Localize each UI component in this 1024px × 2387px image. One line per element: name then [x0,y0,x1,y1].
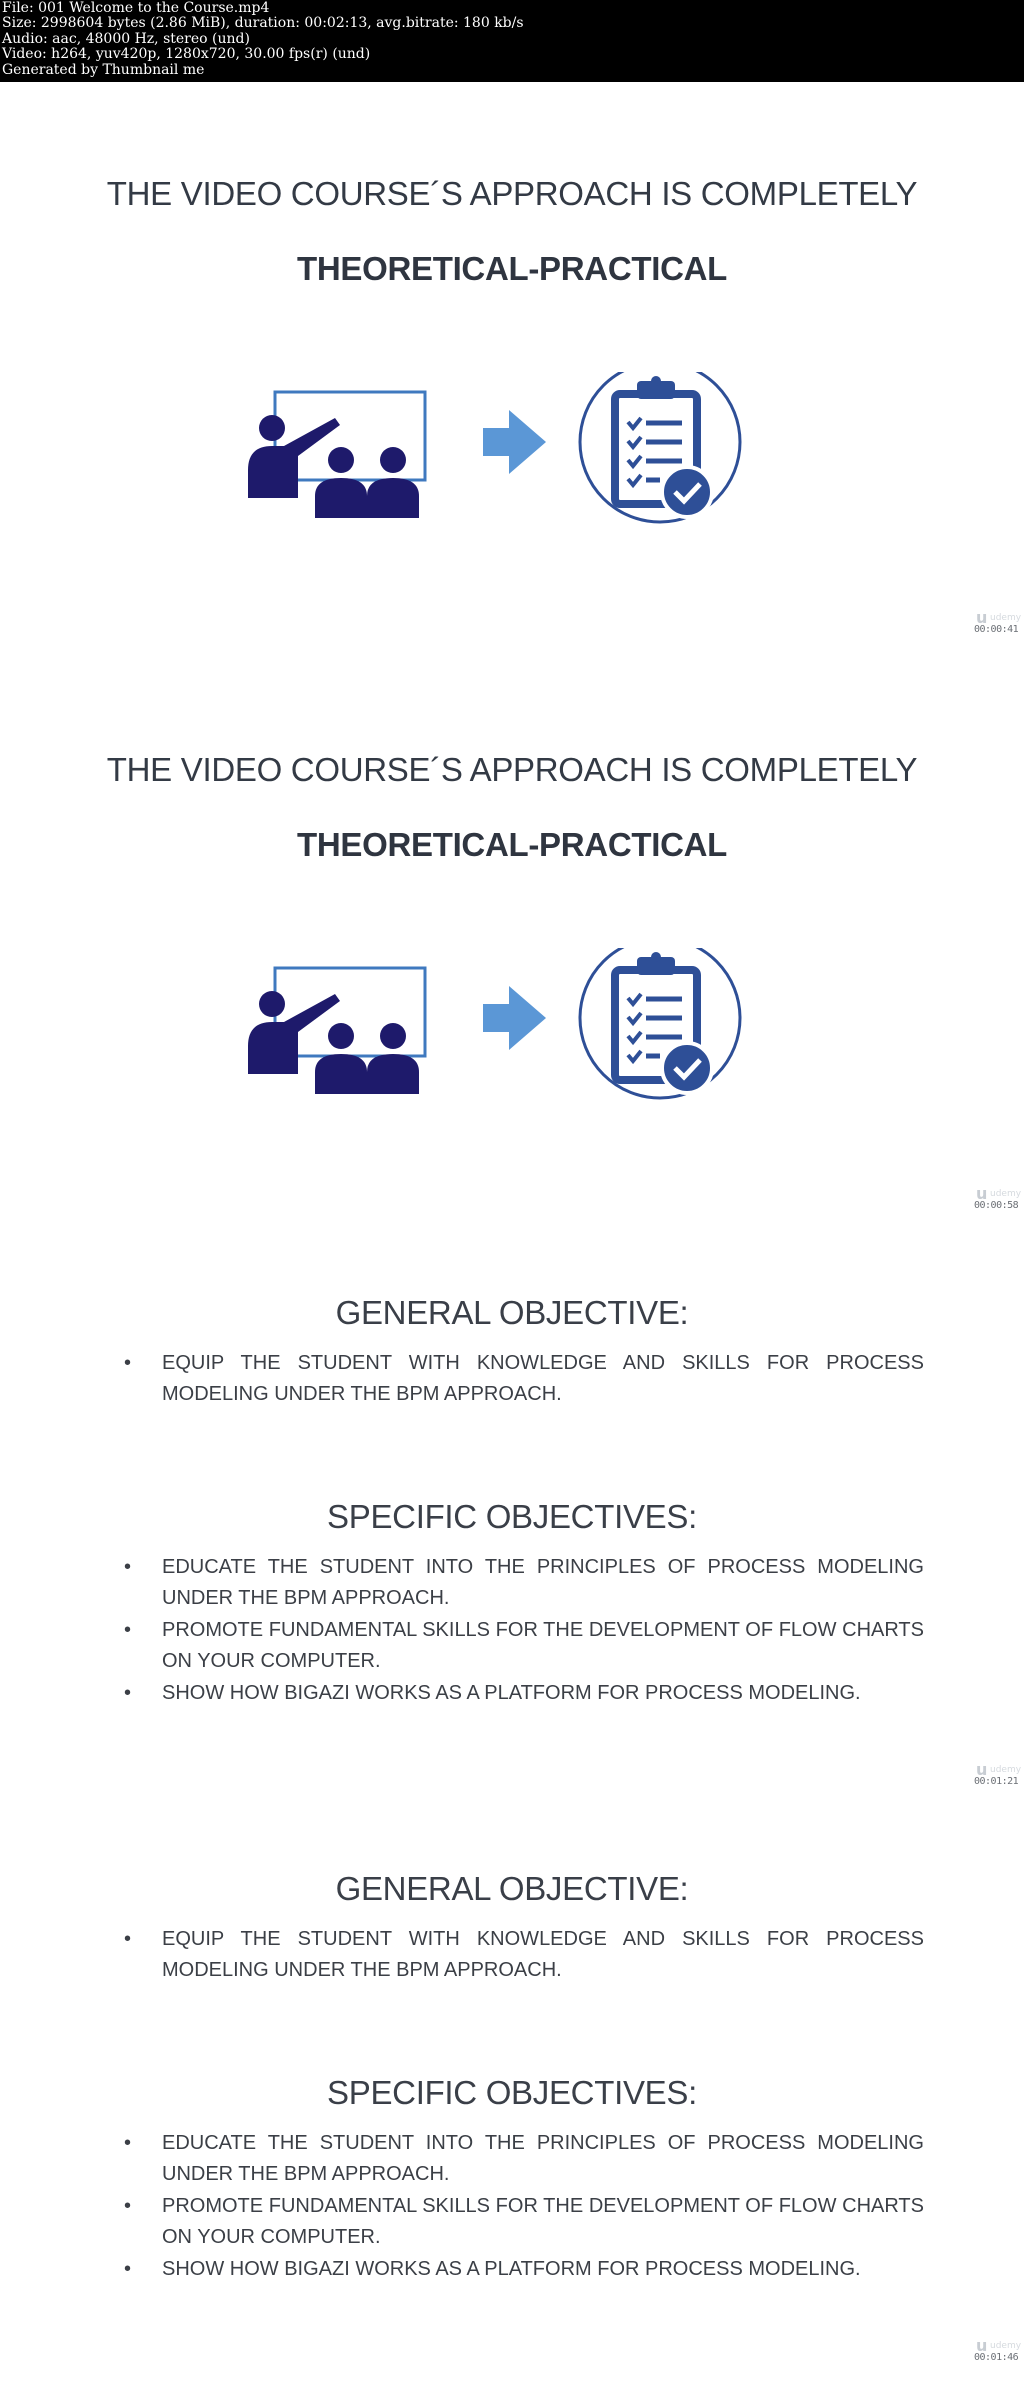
teacher-presentation-icon [248,968,425,1094]
frame-timestamp: 00:01:46 [974,2352,1019,2363]
objective-text: PROMOTE FUNDAMENTAL SKILLS FOR THE DEVELOPMENT OF FLOW CHARTS ON YOUR COMPUTER. [162,2195,924,2248]
video-frame-2 [0,658,1024,1234]
approach-illustration [240,948,780,1128]
watermark-brand: udemy [990,613,1022,623]
approach-illustration [240,372,780,552]
watermark-brand: udemy [990,2341,1022,2351]
general-objective-list [122,1348,924,1411]
file-info-header [0,0,1024,82]
bullet-icon: • [124,1928,132,1950]
approach-subtitle: THEORETICAL-PRACTICAL [297,826,727,863]
objective-text: SHOW HOW BIGAZI WORKS AS A PLATFORM FOR PROCESS MODELING. [162,1682,861,1704]
objective-text: EDUCATE THE STUDENT INTO THE PRINCIPLES OF PROCESS MODELING UNDER THE BPM APPROACH. [162,2132,924,2185]
udemy-watermark [974,1762,1022,1792]
video-frame-4 [0,1810,1024,2386]
approach-subtitle: THEORETICAL-PRACTICAL [297,250,727,287]
teacher-presentation-icon [248,392,425,518]
list-item [122,1348,924,1410]
right-arrow-icon [483,986,546,1050]
objective-text: EQUIP THE STUDENT WITH KNOWLEDGE AND SKILLS FOR PROCESS MODELING UNDER THE BPM APPROACH. [162,1928,924,1981]
udemy-logo-icon: u [976,608,988,627]
checklist-clipboard-icon [580,372,740,522]
specific-objectives-list [122,1552,924,1710]
list-item [122,2254,924,2285]
bullet-icon: • [124,2195,132,2217]
frame-timestamp: 00:01:21 [974,1776,1019,1787]
file-name-line: File: 001 Welcome to the Course.mp4 [2,0,270,16]
udemy-logo-icon: u [976,1184,988,1203]
list-item [122,1678,924,1709]
specific-objectives-heading: SPECIFIC OBJECTIVES: [327,1498,697,1535]
udemy-watermark [974,1186,1022,1216]
video-info-line: Video: h264, yuv420p, 1280x720, 30.00 fps(r) (und) [2,46,371,63]
list-item [122,2191,924,2253]
bullet-icon: • [124,1556,132,1578]
bullet-icon: • [124,1619,132,1641]
objective-text: EDUCATE THE STUDENT INTO THE PRINCIPLES OF PROCESS MODELING UNDER THE BPM APPROACH. [162,1556,924,1609]
general-objective-heading: GENERAL OBJECTIVE: [335,1870,689,1907]
specific-objectives-heading: SPECIFIC OBJECTIVES: [327,2074,697,2111]
checklist-clipboard-icon [580,948,740,1098]
list-item [122,1615,924,1677]
generator-line: Generated by Thumbnail me [2,61,205,78]
objective-text: PROMOTE FUNDAMENTAL SKILLS FOR THE DEVELOPMENT OF FLOW CHARTS ON YOUR COMPUTER. [162,1619,924,1672]
specific-objectives-list [122,2128,924,2286]
frame-timestamp: 00:00:58 [974,1200,1019,1211]
list-item [122,1552,924,1614]
list-item [122,1924,924,1986]
watermark-brand: udemy [990,1765,1022,1775]
objective-text: EQUIP THE STUDENT WITH KNOWLEDGE AND SKILLS FOR PROCESS MODELING UNDER THE BPM APPROACH. [162,1352,924,1405]
udemy-logo-icon: u [976,1760,988,1779]
right-arrow-icon [483,410,546,474]
file-size-line: Size: 2998604 bytes (2.86 MiB), duration: 00:02:13, avg.bitrate: 180 kb/s [2,15,524,32]
udemy-logo-icon: u [976,2336,988,2355]
general-objective-list [122,1924,924,1987]
general-objective-heading: GENERAL OBJECTIVE: [335,1294,689,1331]
bullet-icon: • [124,1352,132,1374]
audio-info-line: Audio: aac, 48000 Hz, stereo (und) [2,30,250,47]
objective-text: SHOW HOW BIGAZI WORKS AS A PLATFORM FOR PROCESS MODELING. [162,2258,861,2280]
approach-title: THE VIDEO COURSE´S APPROACH IS COMPLETELY [106,175,918,212]
video-frame-3 [0,1234,1024,1810]
watermark-brand: udemy [990,1189,1022,1199]
approach-title: THE VIDEO COURSE´S APPROACH IS COMPLETELY [106,751,918,788]
bullet-icon: • [124,1682,132,1704]
bullet-icon: • [124,2258,132,2280]
list-item [122,2128,924,2190]
udemy-watermark [974,2338,1022,2368]
bullet-icon: • [124,2132,132,2154]
video-frame-1 [0,82,1024,658]
frame-timestamp: 00:00:41 [974,624,1019,635]
udemy-watermark [974,610,1022,640]
